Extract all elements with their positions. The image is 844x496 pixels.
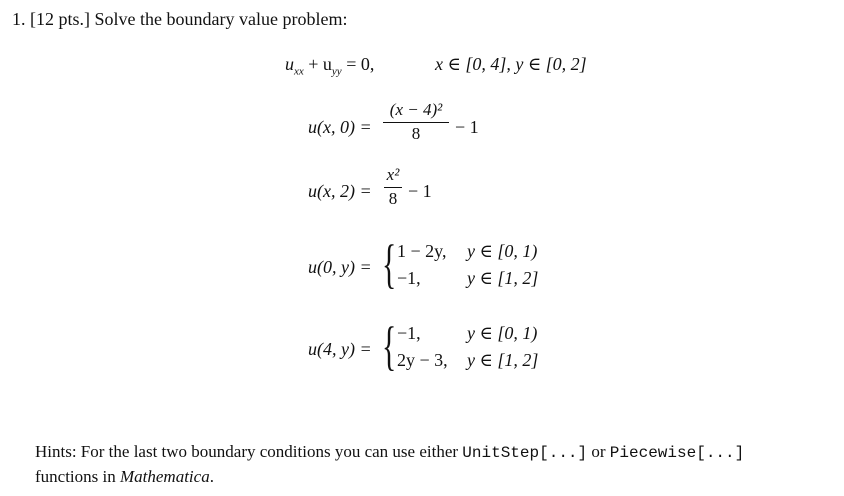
bc4-case1-cond: y ∈ [0, 1) bbox=[467, 323, 538, 343]
hints-suffix: functions in bbox=[35, 467, 116, 486]
problem-number: 1. bbox=[12, 9, 26, 29]
bc3-case2-expr: −1, bbox=[397, 268, 421, 288]
hints-end: . bbox=[209, 467, 214, 486]
pde-lhs-sub: xx bbox=[294, 65, 304, 78]
bc2-numerator: x² bbox=[386, 165, 400, 184]
bc4-brace: { bbox=[382, 316, 397, 376]
pde-plus: + u bbox=[308, 54, 332, 74]
hints-paragraph bbox=[35, 440, 835, 488]
hints-or: or bbox=[591, 442, 606, 461]
bc4-lhs: u(4, y) = bbox=[308, 339, 372, 359]
bc1-fraction-bar bbox=[383, 122, 449, 123]
bc2-denominator: 8 bbox=[388, 189, 398, 208]
bc1-denominator: 8 bbox=[411, 124, 421, 143]
bc3-case2-cond: y ∈ [1, 2] bbox=[467, 268, 539, 288]
hints-code-unitstep: UnitStep[...] bbox=[462, 444, 588, 462]
bc3-case1-expr: 1 − 2y, bbox=[397, 241, 447, 261]
bc4-case2-expr: 2y − 3, bbox=[397, 350, 448, 370]
bc1-lhs: u(x, 0) = bbox=[308, 117, 372, 137]
bc2-lhs: u(x, 2) = bbox=[308, 181, 372, 201]
hints-prefix: Hints: For the last two boundary conditions you can use either bbox=[35, 442, 459, 461]
bc3-brace: { bbox=[382, 234, 397, 294]
pde-rhs: = 0, bbox=[346, 54, 375, 74]
hints-software: Mathematica bbox=[120, 467, 210, 486]
bc2-tail: − 1 bbox=[408, 181, 432, 201]
bc4-case2-cond: y ∈ [1, 2] bbox=[467, 350, 539, 370]
bc2-fraction bbox=[384, 166, 402, 208]
pde-lhs: u bbox=[285, 54, 294, 74]
bc1-numerator: (x − 4)² bbox=[389, 100, 443, 119]
bc3-case1-cond: y ∈ [0, 1) bbox=[467, 241, 538, 261]
pde-equation bbox=[285, 54, 374, 78]
hints-code-piecewise: Piecewise[...] bbox=[609, 444, 745, 462]
problem-statement: Solve the boundary value problem: bbox=[94, 9, 348, 29]
bc1-tail: − 1 bbox=[455, 117, 479, 137]
bc4-case1-expr: −1, bbox=[397, 323, 421, 343]
bc3-lhs: u(0, y) = bbox=[308, 257, 372, 277]
bc2-fraction-bar bbox=[384, 187, 402, 188]
problem-points: [12 pts.] bbox=[30, 9, 90, 29]
pde-plus-sub: yy bbox=[331, 65, 342, 78]
problem-header bbox=[12, 9, 347, 30]
bc1-fraction bbox=[383, 101, 449, 143]
pde-domain: x ∈ [0, 4], y ∈ [0, 2] bbox=[435, 54, 587, 74]
